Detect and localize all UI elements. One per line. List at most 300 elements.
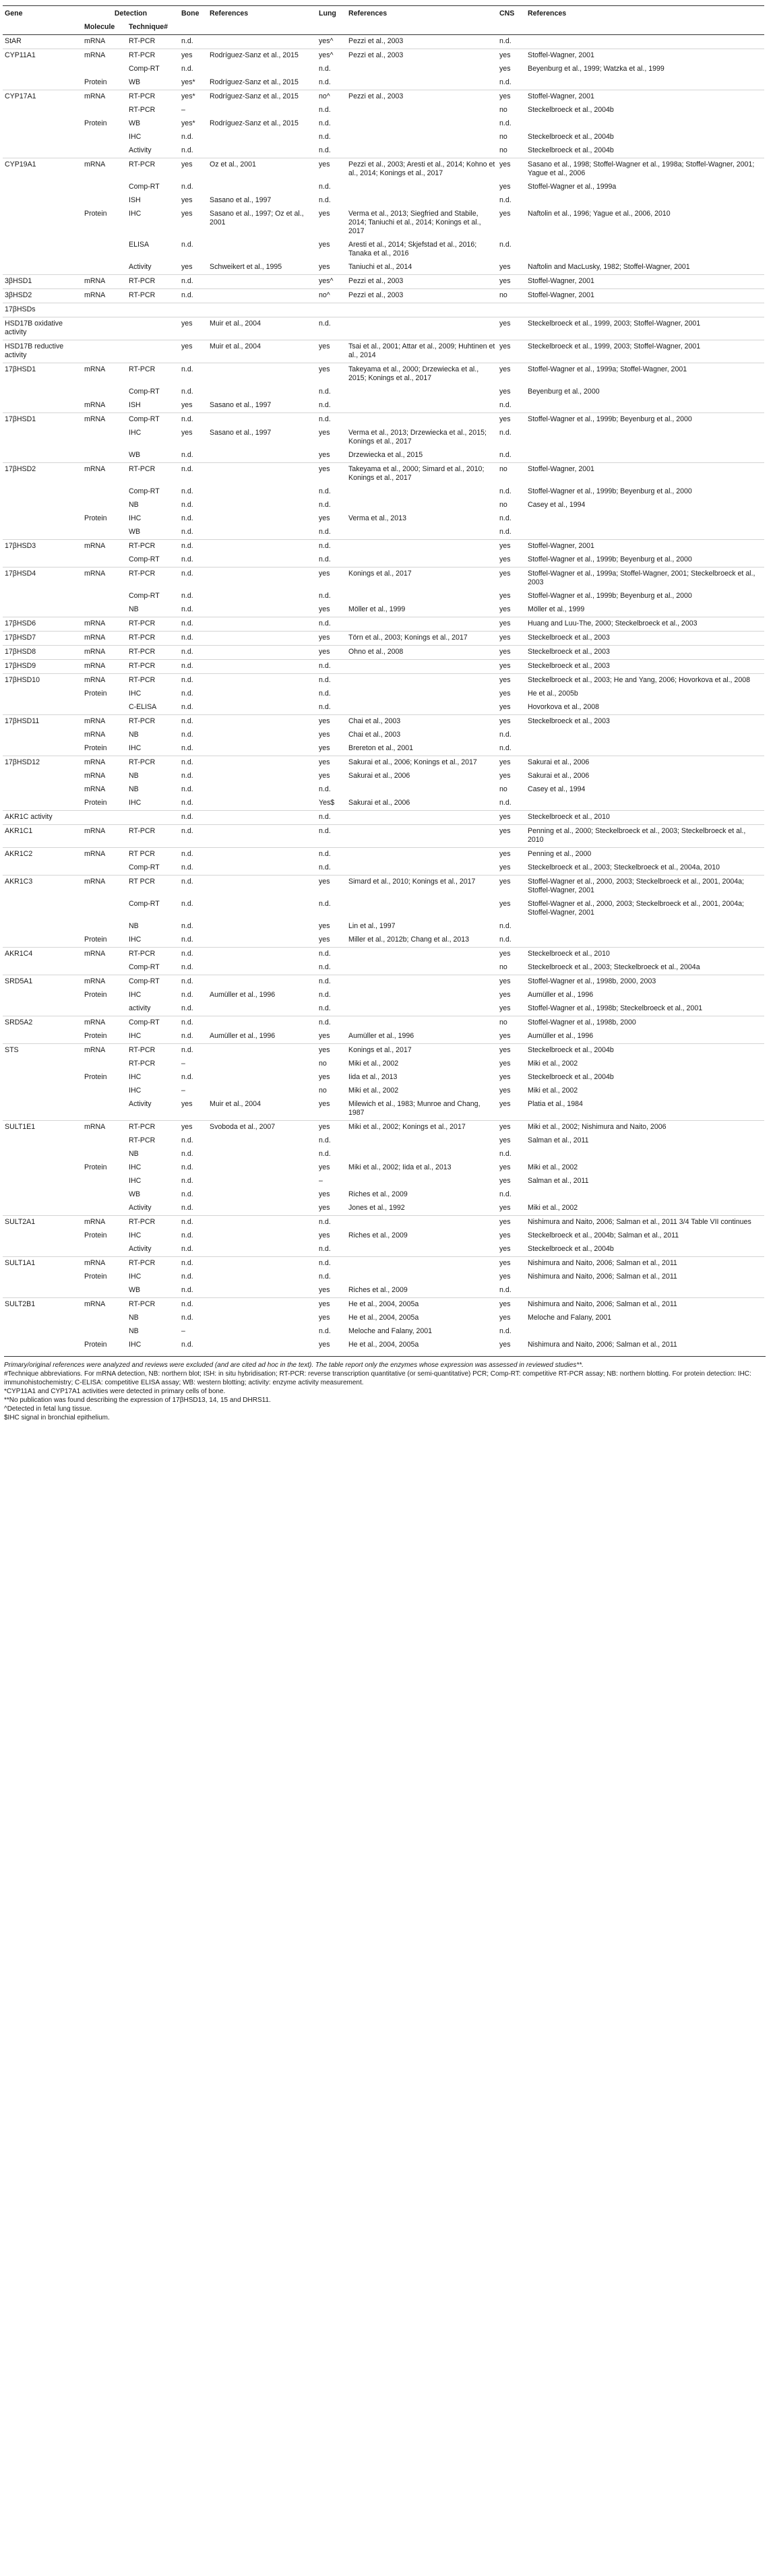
cell-bone: n.d. (179, 289, 208, 303)
cell-bone-ref (208, 63, 317, 76)
cell-gene (3, 1243, 82, 1257)
table-row (3, 1257, 764, 1271)
cell-cns-ref: Steckelbroeck et al., 1999, 2003; Stoffel-Wagner, 2001 (526, 317, 764, 340)
cell-lung: yes (317, 1121, 346, 1135)
table-row (3, 715, 764, 729)
cell-cns: yes (497, 49, 526, 63)
cell-bone-ref: Muir et al., 2004 (208, 340, 317, 363)
cell-molecule: mRNA (82, 660, 127, 674)
cell-cns-ref: Nishimura and Naito, 2006; Salman et al., 2011 3/4 Table VII continues (526, 1216, 764, 1230)
cell-technique: Comp-RT (129, 900, 160, 908)
cell-technique: RT PCR (127, 876, 179, 898)
cell-cns: no (499, 146, 507, 154)
cell-technique: NB (129, 785, 139, 793)
cell-molecule (82, 1098, 127, 1121)
cell-technique: RT PCR (127, 848, 179, 862)
table-row (3, 1229, 764, 1243)
cell-lung: no (319, 1086, 327, 1095)
cell-cns-ref: Stoffel-Wagner et al., 1998b, 2000 (526, 1016, 764, 1031)
cell-molecule: mRNA (82, 1257, 127, 1271)
table-row (3, 1121, 764, 1135)
table-body (3, 35, 764, 1353)
cell-technique: RT-PCR (127, 1257, 179, 1271)
cell-bone: n.d. (181, 1272, 193, 1281)
cell-bone: n.d. (181, 785, 193, 793)
cell-bone: yes* (179, 90, 208, 104)
cell-cns-ref: Stoffel-Wagner et al., 1999b; Beyenburg et al., 2000 (526, 413, 764, 427)
cell-cns: yes (499, 210, 511, 218)
cell-cns-ref: Miki et al., 2002 (528, 1086, 578, 1095)
cell-molecule (82, 1284, 127, 1298)
cell-bone: yes (181, 196, 193, 204)
cell-cns-ref: Steckelbroeck et al., 2010 (526, 948, 764, 962)
cell-bone: n.d. (181, 487, 193, 495)
cell-bone-ref (208, 540, 317, 554)
cell-cns-ref: Steckelbroeck et al., 2003; Steckelbroeck et al., 2004a (528, 963, 700, 971)
cell-gene (3, 239, 82, 261)
table-row (3, 920, 764, 933)
cell-lung-ref: Aresti et al., 2014; Skjefstad et al., 2016; Tanaka et al., 2016 (348, 241, 477, 257)
cell-bone-ref: Sasano et al., 1997 (210, 429, 272, 437)
cell-cns: yes (499, 1073, 511, 1081)
cell-bone: n.d. (181, 1314, 193, 1322)
cell-lung: n.d. (317, 540, 346, 554)
cell-cns-ref (526, 797, 764, 811)
cell-technique: RT-PCR (127, 660, 179, 674)
cell-cns-ref: Steckelbroeck et al., 1999, 2003; Stoffel-Wagner, 2001 (526, 340, 764, 363)
table-row (3, 948, 764, 962)
cell-molecule: mRNA (82, 1298, 127, 1312)
cell-bone: n.d. (181, 731, 193, 739)
cell-bone-ref: Schweikert et al., 1995 (210, 263, 282, 271)
cell-bone: – (181, 1327, 185, 1335)
cell-lung-ref: Drzewiecka et al., 2015 (348, 451, 423, 459)
cell-technique: IHC (129, 1272, 142, 1281)
cell-technique: RT-PCR (127, 825, 179, 848)
cell-bone-ref: Rodríguez-Sanz et al., 2015 (210, 78, 299, 86)
cell-technique: Comp-RT (129, 863, 160, 871)
cell-bone: n.d. (179, 811, 208, 825)
cell-technique: IHC (129, 1177, 142, 1185)
cell-molecule: Protein (84, 1032, 107, 1040)
cell-cns-ref: Möller et al., 1999 (528, 605, 585, 613)
col-lung-references: References (346, 6, 497, 22)
cell-molecule (82, 239, 127, 261)
cell-lung-ref: Takeyama et al., 2000; Simard et al., 2010; Konings et al., 2017 (346, 463, 497, 486)
cell-cns-ref (526, 427, 764, 449)
cell-cns: yes (499, 1272, 511, 1281)
cell-molecule (82, 1243, 127, 1257)
cell-molecule: mRNA (82, 756, 127, 770)
cell-molecule (82, 1057, 127, 1071)
cell-bone: n.d. (179, 617, 208, 632)
table-row (3, 632, 764, 646)
cell-bone-ref (208, 1284, 317, 1298)
cell-gene: 17βHSD1 (3, 413, 82, 427)
cell-cns-ref (526, 35, 764, 49)
cell-cns: yes (499, 605, 511, 613)
cell-cns: no (497, 289, 526, 303)
cell-molecule (82, 181, 127, 194)
cell-bone: n.d. (181, 146, 193, 154)
cell-bone: n.d. (181, 922, 193, 930)
cell-technique: WB (129, 451, 141, 459)
cell-bone-ref (208, 568, 317, 590)
cell-lung-ref: Lin et al., 1997 (348, 922, 396, 930)
cell-lung-ref (346, 617, 497, 632)
cell-lung: n.d. (319, 592, 331, 600)
cell-gene (3, 687, 82, 701)
cell-gene (3, 1030, 82, 1044)
cell-cns-ref: Stoffel-Wagner, 2001 (526, 49, 764, 63)
table-row (3, 811, 764, 825)
cell-gene (3, 526, 82, 540)
cell-cns: yes (497, 660, 526, 674)
cell-bone-ref: Rodríguez-Sanz et al., 2015 (208, 90, 317, 104)
cell-bone-ref (208, 413, 317, 427)
cell-gene (3, 386, 82, 399)
cell-molecule: mRNA (82, 715, 127, 729)
cell-bone: n.d. (179, 1044, 208, 1058)
table-row (3, 1002, 764, 1016)
cell-lung: n.d. (317, 413, 346, 427)
cell-bone: yes (179, 158, 208, 181)
cell-technique: RT-PCR (129, 1060, 156, 1068)
cell-bone-ref (208, 181, 317, 194)
cell-molecule (82, 194, 127, 208)
cell-molecule: mRNA (82, 1216, 127, 1230)
cell-molecule (82, 131, 127, 144)
cell-molecule: mRNA (82, 848, 127, 862)
cell-cns: yes (497, 1257, 526, 1271)
cell-cns-ref (526, 449, 764, 463)
cell-cns: yes (499, 689, 511, 698)
cell-lung: Yes$ (319, 799, 335, 807)
cell-gene (3, 449, 82, 463)
cell-bone: n.d. (181, 900, 193, 908)
cell-molecule (82, 898, 127, 920)
cell-lung-ref (346, 553, 497, 568)
cell-technique: Comp-RT (129, 555, 160, 563)
cell-lung: yes (319, 1163, 330, 1171)
cell-bone-ref (208, 1175, 317, 1188)
cell-molecule (82, 63, 127, 76)
cell-bone-ref (208, 590, 317, 603)
cell-bone: n.d. (181, 689, 193, 698)
cell-cns: n.d. (499, 731, 512, 739)
cell-cns-ref: Nishimura and Naito, 2006; Salman et al., 2011 (528, 1341, 677, 1349)
cell-lung-ref (346, 848, 497, 862)
cell-lung-ref: Törn et al., 2003; Konings et al., 2017 (346, 632, 497, 646)
cell-gene: CYP19A1 (3, 158, 82, 181)
cell-technique: RT-PCR (127, 646, 179, 660)
cell-bone-ref (208, 35, 317, 49)
cell-molecule (82, 811, 127, 825)
cell-lung-ref: Verma et al., 2013; Drzewiecka et al., 2015; Konings et al., 2017 (348, 429, 487, 446)
cell-cns-ref: Stoffel-Wagner et al., 1998b, 2000, 2003 (526, 975, 764, 989)
cell-cns-ref (526, 1188, 764, 1202)
cell-cns-ref: Miki et al., 2002 (528, 1060, 578, 1068)
cell-molecule (82, 303, 127, 317)
cell-technique: NB (129, 772, 139, 780)
expression-table (3, 5, 764, 1352)
cell-molecule: mRNA (82, 632, 127, 646)
cell-cns-ref: Stoffel-Wagner, 2001 (526, 540, 764, 554)
cell-gene: 17βHSDs (3, 303, 82, 317)
table-row (3, 1084, 764, 1098)
cell-lung: yes (319, 772, 330, 780)
cell-lung: n.d. (317, 660, 346, 674)
cell-cns-ref: Nishimura and Naito, 2006; Salman et al., 2011 (526, 1257, 764, 1271)
cell-cns-ref: Steckelbroeck et al., 2004b (528, 133, 614, 141)
cell-cns: n.d. (499, 1150, 512, 1158)
table-row (3, 1216, 764, 1230)
cell-technique: RT-PCR (127, 1298, 179, 1312)
table-row (3, 1325, 764, 1339)
cell-gene (3, 131, 82, 144)
cell-bone-ref (208, 920, 317, 933)
cell-lung-ref (346, 540, 497, 554)
cell-technique: NB (129, 1314, 139, 1322)
cell-gene (3, 1229, 82, 1243)
cell-gene: 17βHSD11 (3, 715, 82, 729)
cell-molecule (82, 499, 127, 512)
cell-gene: CYP11A1 (3, 49, 82, 63)
cell-technique: IHC (129, 514, 142, 522)
table-row (3, 194, 764, 208)
cell-bone: – (181, 106, 185, 114)
cell-bone-ref (208, 131, 317, 144)
col-lung: Lung (317, 6, 346, 22)
cell-bone: n.d. (179, 632, 208, 646)
cell-bone: n.d. (181, 1032, 193, 1040)
cell-bone-ref (208, 1148, 317, 1161)
table-row (3, 261, 764, 275)
table-row (3, 674, 764, 688)
cell-technique: RT-PCR (127, 289, 179, 303)
cell-cns-ref: Steckelbroeck et al., 2004b; Salman et al., 2011 (528, 1231, 679, 1239)
cell-lung: – (319, 1177, 323, 1185)
cell-bone: n.d. (181, 555, 193, 563)
header-row-sub (3, 21, 764, 35)
cell-bone: n.d. (179, 363, 208, 386)
cell-bone-ref (208, 363, 317, 386)
table-row (3, 617, 764, 632)
table-row (3, 76, 764, 90)
cell-lung-ref (346, 117, 497, 131)
cell-bone: n.d. (179, 1298, 208, 1312)
cell-lung-ref: He et al., 2004, 2005a (348, 1314, 419, 1322)
cell-lung: n.d. (319, 1245, 331, 1253)
cell-lung-ref: Takeyama et al., 2000; Drzewiecka et al., 2015; Konings et al., 2017 (346, 363, 497, 386)
cell-technique: IHC (129, 429, 142, 437)
cell-technique: IHC (129, 1231, 142, 1239)
col-cns-references: References (526, 6, 764, 22)
cell-technique: NB (129, 1327, 139, 1335)
cell-technique: IHC (129, 1341, 142, 1349)
cell-lung-ref: Chai et al., 2003 (346, 715, 497, 729)
cell-cns-ref (526, 933, 764, 948)
cell-bone-ref (208, 303, 317, 317)
cell-cns-ref: Steckelbroeck et al., 2003; Steckelbroeck et al., 2004a, 2010 (528, 863, 720, 871)
cell-gene (3, 1270, 82, 1284)
cell-technique: RT-PCR (127, 158, 179, 181)
table-row (3, 770, 764, 783)
cell-molecule: Protein (84, 689, 107, 698)
table-row (3, 275, 764, 289)
cell-bone-ref (208, 1339, 317, 1352)
cell-lung: yes (317, 568, 346, 590)
table-row (3, 1175, 764, 1188)
cell-cns: n.d. (499, 78, 512, 86)
table-row (3, 1071, 764, 1084)
cell-bone: yes (181, 263, 193, 271)
cell-gene (3, 1175, 82, 1188)
cell-cns-ref: Beyenburg et al., 1999; Watzka et al., 1999 (528, 65, 664, 73)
cell-cns-ref: Stoffel-Wagner et al., 1999a; Stoffel-Wagner, 2001 (526, 363, 764, 386)
cell-gene (3, 590, 82, 603)
cell-bone-ref (208, 715, 317, 729)
cell-lung-ref: Pezzi et al., 2003 (346, 90, 497, 104)
cell-cns-ref: Stoffel-Wagner et al., 1999b; Beyenburg et al., 2000 (528, 555, 692, 563)
cell-technique: NB (129, 731, 139, 739)
cell-bone: yes (179, 340, 208, 363)
table-row (3, 861, 764, 876)
cell-cns: yes (499, 388, 511, 396)
cell-molecule: mRNA (84, 772, 106, 780)
cell-bone: yes (181, 210, 193, 218)
cell-molecule (82, 1202, 127, 1216)
cell-lung: n.d. (317, 948, 346, 962)
cell-lung: yes (319, 922, 330, 930)
cell-molecule: mRNA (82, 463, 127, 486)
cell-bone: n.d. (181, 388, 193, 396)
cell-lung-ref: Brereton et al., 2001 (348, 744, 413, 752)
cell-lung-ref: Tsai et al., 2001; Attar et al., 2009; Huhtinen et al., 2014 (346, 340, 497, 363)
cell-technique: Comp-RT (127, 1016, 179, 1031)
table-row (3, 90, 764, 104)
table-row (3, 687, 764, 701)
cell-bone: n.d. (181, 501, 193, 509)
cell-cns: no (497, 1016, 526, 1031)
cell-lung: yes^ (317, 275, 346, 289)
cell-lung-ref (346, 76, 497, 90)
cell-cns: yes (499, 1204, 511, 1212)
cell-technique: WB (129, 1286, 141, 1294)
cell-technique: RT-PCR (127, 35, 179, 49)
cell-cns: yes (497, 317, 526, 340)
cell-technique: NB (129, 605, 139, 613)
cell-molecule (82, 317, 127, 340)
cell-molecule: Protein (84, 1231, 107, 1239)
cell-bone: n.d. (181, 514, 193, 522)
cell-cns-ref: Meloche and Falany, 2001 (528, 1314, 612, 1322)
cell-lung-ref (346, 811, 497, 825)
cell-lung-ref (346, 898, 497, 920)
cell-lung (317, 303, 346, 317)
header-row-top (3, 6, 764, 22)
cell-bone: n.d. (181, 936, 193, 944)
cell-cns-ref: Naftolin and MacLusky, 1982; Stoffel-Wagner, 2001 (528, 263, 690, 271)
cell-cns: no (499, 133, 507, 141)
cell-molecule (82, 603, 127, 617)
cell-bone-ref (208, 1084, 317, 1098)
cell-bone: n.d. (179, 948, 208, 962)
cell-technique (127, 811, 179, 825)
cell-lung: no^ (317, 289, 346, 303)
cell-bone: n.d. (179, 715, 208, 729)
cell-bone-ref (208, 1188, 317, 1202)
cell-bone: n.d. (179, 275, 208, 289)
table-row (3, 512, 764, 526)
cell-bone: yes* (181, 119, 195, 127)
cell-bone: n.d. (181, 772, 193, 780)
cell-bone-ref (208, 1229, 317, 1243)
table-row (3, 1312, 764, 1325)
cell-bone (179, 303, 208, 317)
cell-gene: 17βHSD6 (3, 617, 82, 632)
cell-cns: yes (499, 1136, 511, 1144)
cell-lung: yes (317, 158, 346, 181)
cell-molecule (82, 144, 127, 158)
cell-bone: n.d. (181, 592, 193, 600)
cell-molecule: mRNA (82, 1016, 127, 1031)
cell-cns: n.d. (499, 119, 512, 127)
cell-gene (3, 399, 82, 413)
cell-bone-ref (208, 687, 317, 701)
table-row (3, 399, 764, 413)
cell-bone-ref (208, 876, 317, 898)
cell-bone: n.d. (181, 1163, 193, 1171)
cell-bone: n.d. (179, 975, 208, 989)
cell-lung: n.d. (319, 703, 331, 711)
cell-lung-ref (346, 1257, 497, 1271)
cell-cns-ref: Casey et al., 1994 (528, 785, 586, 793)
cell-bone-ref (208, 1002, 317, 1016)
cell-gene (3, 117, 82, 131)
cell-gene: 17βHSD3 (3, 540, 82, 554)
cell-cns-ref: Penning et al., 2000 (526, 848, 764, 862)
cell-technique: RT-PCR (127, 463, 179, 486)
cell-cns: yes (497, 1121, 526, 1135)
cell-bone-ref (208, 463, 317, 486)
cell-gene (3, 701, 82, 715)
cell-cns: yes (497, 1216, 526, 1230)
cell-molecule: Protein (84, 936, 107, 944)
cell-lung: n.d. (319, 146, 331, 154)
cell-technique: RT-PCR (127, 275, 179, 289)
cell-molecule: mRNA (84, 731, 106, 739)
cell-bone-ref: Aumüller et al., 1996 (210, 991, 276, 999)
table-row (3, 363, 764, 386)
cell-molecule: mRNA (82, 49, 127, 63)
cell-gene (3, 861, 82, 876)
cell-lung-ref (346, 386, 497, 399)
table-row (3, 603, 764, 617)
cell-bone-ref (208, 961, 317, 975)
cell-gene (3, 208, 82, 239)
cell-bone-ref: Rodríguez-Sanz et al., 2015 (208, 49, 317, 63)
cell-bone: n.d. (179, 413, 208, 427)
cell-bone: n.d. (179, 540, 208, 554)
cell-bone: n.d. (181, 133, 193, 141)
cell-molecule: mRNA (82, 158, 127, 181)
cell-bone: n.d. (181, 1177, 193, 1185)
cell-cns: yes (499, 863, 511, 871)
table-row (3, 756, 764, 770)
cell-technique: RT-PCR (127, 715, 179, 729)
cell-gene: 17βHSD4 (3, 568, 82, 590)
